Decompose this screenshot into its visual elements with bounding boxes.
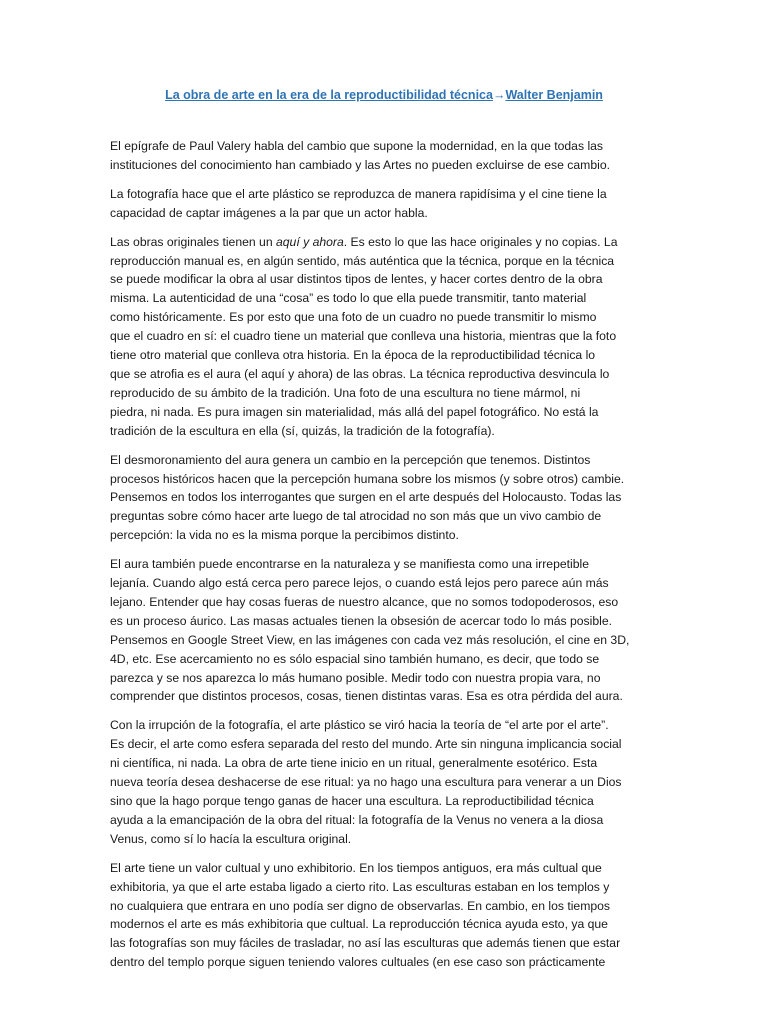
paragraph	[110, 716, 656, 848]
paragraph	[110, 233, 656, 441]
paragraph-line: percepción: la vida no es la misma porque la percibimos distinto.	[110, 528, 459, 543]
paragraph-line: tradición de la escultura en ella (sí, quizás, la tradición de la fotografía).	[110, 423, 495, 438]
arrow-right-icon: →	[492, 88, 506, 102]
paragraph-line: dentro del templo porque siguen teniendo valores cultuales (en ese caso son prácticamente	[110, 955, 606, 970]
paragraph-line: se puede modificar la obra al usar distintos tipos de lentes, y hacer cortes dentro de la obra	[110, 272, 603, 287]
paragraph-line: que el cuadro en sí: el cuadro tiene un material que conlleva una historia, mientras que la foto	[110, 329, 617, 344]
paragraph-line: El arte tiene un valor cultual y uno exhibitorio. En los tiempos antiguos, era más cultual que	[110, 860, 602, 875]
paragraph	[110, 137, 656, 175]
paragraph-line: como históricamente. Es por esto que una foto de un cuadro no puede transmitir lo mismo	[110, 310, 597, 325]
paragraph-line: El epígrafe de Paul Valery habla del cambio que supone la modernidad, en la que todas las	[110, 139, 604, 153]
paragraph-line: lejanía. Cuando algo está cerca pero parece lejos, o cuando está lejos pero parece aún más	[110, 576, 609, 591]
paragraph-line: Es decir, el arte como esfera separada del resto del mundo. Arte sin ninguna implicancia social	[110, 737, 622, 752]
paragraph-line: Venus, como sí lo hacía la escultura original.	[110, 831, 352, 846]
paragraph-line: Con la irrupción de la fotografía, el arte plástico se viró hacia la teoría de “el arte por el arte”.	[110, 718, 609, 733]
paragraph-line: parezca y se nos aparezca lo más humano posible. Medir todo con nuestra propia vara, no	[110, 670, 601, 685]
paragraph-line: lejano. Entender que hay cosas fueras de nuestro alcance, que no somos todopoderosos, eso	[110, 594, 619, 609]
document-title	[110, 86, 658, 104]
paragraph	[110, 451, 656, 546]
paragraph	[110, 859, 656, 972]
paragraph-line: no cualquiera que entrara en uno podía ser digno de observarlas. En cambio, en los tiempos	[110, 898, 611, 913]
paragraph-line: El aura también puede encontrarse en la naturaleza y se manifiesta como una irrepetible	[110, 557, 589, 572]
document-body	[110, 137, 656, 982]
paragraph-line: reproducción manual es, en algún sentido, más auténtica que la técnica, porque en la técnica	[110, 253, 615, 268]
title-link-work[interactable]: La obra de arte en la era de la reproductibilidad técnica	[165, 88, 493, 102]
title-link-author[interactable]: Walter Benjamin	[505, 88, 603, 102]
paragraph-line: ayuda a la emancipación de la obra del ritual: la fotografía de la Venus no venera a la diosa	[110, 812, 604, 827]
line-text: Las obras originales tienen un	[110, 234, 276, 249]
paragraph-line	[110, 233, 656, 252]
paragraph-line: sino que la hago porque tengo ganas de hacer una escultura. La reproductibilidad técnica	[110, 794, 594, 808]
paragraph-line: preguntas sobre cómo hacer arte luego de tal atrocidad no son más que un vivo cambio de	[110, 509, 602, 524]
paragraph-line: Pensemos en todos los interrogantes que surgen en el arte después del Holocausto. Todas las	[110, 490, 622, 505]
paragraph-line: instituciones del conocimiento han cambiado y las Artes no pueden excluirse de ese cambio.	[110, 157, 610, 172]
paragraph-line: capacidad de captar imágenes a la par que un actor habla.	[110, 205, 428, 220]
paragraph-line: modernos el arte es más exhibitoria que cultual. La reproducción técnica ayuda esto, ya que	[110, 917, 608, 932]
paragraph	[110, 185, 656, 223]
paragraph-line: exhibitoria, ya que el arte estaba ligado a cierto rito. Las esculturas estaban en los templos y	[110, 879, 610, 894]
paragraph-line: La fotografía hace que el arte plástico se reproduzca de manera rapidísima y el cine tiene la	[110, 186, 607, 201]
line-text: . Es esto lo que las hace originales y no copias. La	[343, 234, 618, 249]
paragraph-line: las fotografías son muy fáciles de trasladar, no así las esculturas que además tienen que estar	[110, 936, 621, 951]
paragraph-line: El desmoronamiento del aura genera un cambio en la percepción que tenemos. Distintos	[110, 452, 591, 467]
paragraph-line: comprender que distintos procesos, cosas, tienen distintas varas. Esa es otra pérdida del aura.	[110, 689, 623, 704]
paragraph-line: ni científica, ni nada. La obra de arte tiene inicio en un ritual, generalmente esotérico. Esta	[110, 756, 598, 771]
paragraph-line: Pensemos en Google Street View, en las imágenes con cada vez más resolución, el cine en 3D,	[110, 632, 630, 647]
paragraph-line: misma. La autenticidad de una “cosa” es todo lo que ella puede transmitir, tanto material	[110, 291, 587, 306]
paragraph-line: piedra, ni nada. Es pura imagen sin materialidad, más allá del papel fotográfico. No está la	[110, 404, 599, 419]
paragraph-line: tiene otro material que conlleva otra historia. En la época de la reproductibilidad técnica lo	[110, 348, 596, 363]
paragraph-line: reproducido de su ámbito de la tradición. Una foto de una escultura no tiene mármol, ni	[110, 385, 581, 400]
paragraph-line: nueva teoría desea deshacerse de ese ritual: ya no hago una escultura para venerar a un Dios	[110, 775, 622, 790]
paragraph-line: procesos históricos hacen que la percepción humana sobre los mismos (y sobre otros) cambie.	[110, 471, 625, 486]
emphasized-text: aquí y ahora	[276, 234, 344, 249]
paragraph-line: es un proceso áurico. Las masas actuales tienen la obsesión de acercar todo lo más posible.	[110, 613, 613, 628]
paragraph-line: que se atrofia es el aura (el aquí y ahora) de las obras. La técnica reproductiva desvincula lo	[110, 366, 610, 381]
paragraph	[110, 555, 656, 706]
paragraph-line: 4D, etc. Ese acercamiento no es sólo espacial sino también humano, es decir, que todo se	[110, 651, 600, 666]
